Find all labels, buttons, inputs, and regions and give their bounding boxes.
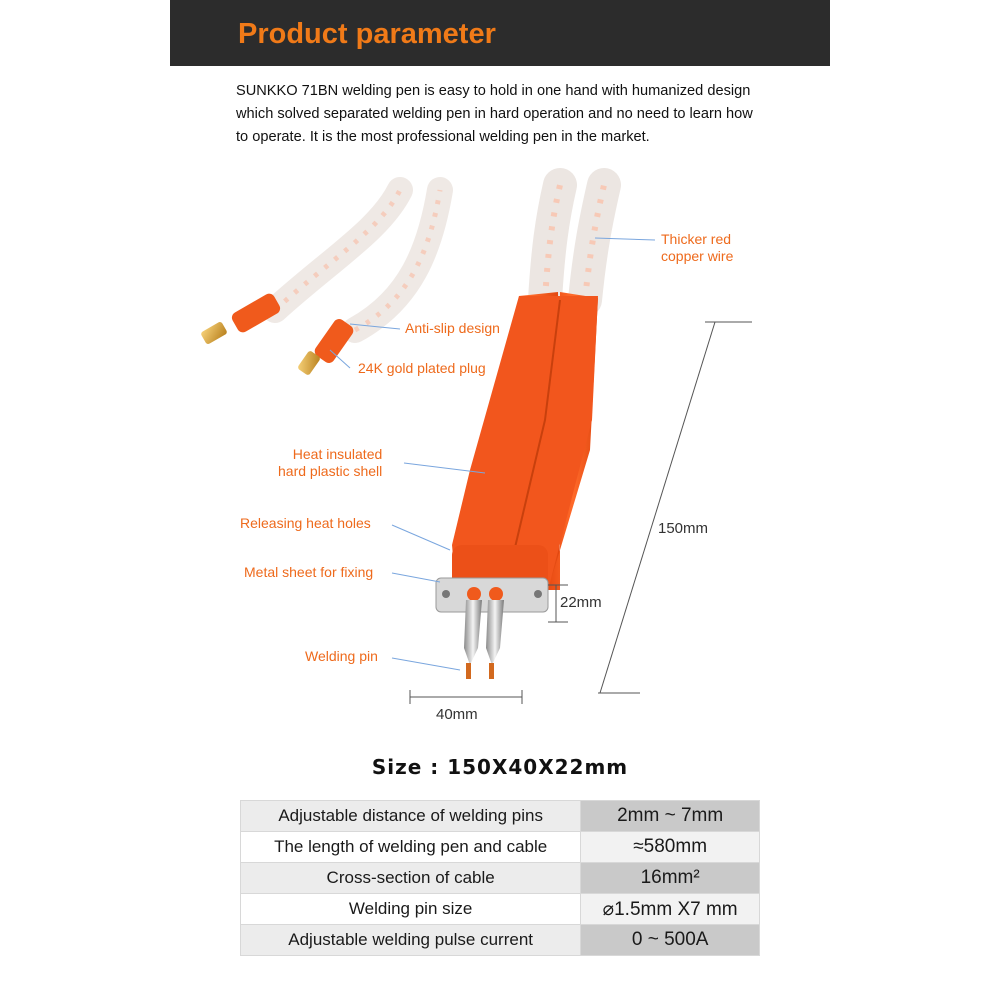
callout-copper-wire: [661, 231, 733, 265]
dimension-length: 150mm: [658, 520, 709, 537]
spec-label: Cross-section of cable: [241, 863, 581, 894]
gold-plug-right: [297, 317, 356, 376]
spec-label: Welding pin size: [241, 894, 581, 925]
table-row: [241, 832, 760, 863]
spec-table: [240, 800, 760, 956]
callout-copper-wire-line1: Thicker red: [661, 231, 732, 247]
spec-value: 0 ~ 500A: [581, 925, 760, 956]
page-title: Product parameter: [238, 18, 496, 50]
spec-value: 16mm²: [581, 863, 760, 894]
pen-body: [452, 292, 598, 595]
spec-label: The length of welding pen and cable: [241, 832, 581, 863]
spec-value: 2mm ~ 7mm: [581, 801, 760, 832]
dimension-width: 40mm: [436, 706, 478, 723]
table-row: [241, 894, 760, 925]
dimension-thickness: 22mm: [560, 594, 602, 611]
callout-copper-wire-line2: copper wire: [661, 248, 734, 264]
callout-shell-line1: Heat insulated: [292, 446, 383, 462]
callout-metal-sheet: Metal sheet for fixing: [244, 564, 374, 580]
spec-label: Adjustable distance of welding pins: [241, 801, 581, 832]
table-row: [241, 925, 760, 956]
intro-line: SUNKKO 71BN welding pen is easy to hold in one hand with humanized design: [236, 83, 751, 99]
callout-shell-line2: hard plastic shell: [278, 463, 383, 479]
intro-line: to operate. It is the most professional welding pen in the market.: [236, 129, 650, 145]
size-heading: Size : 150X40X22mm: [371, 755, 629, 779]
callout-anti-slip: Anti-slip design: [405, 320, 500, 336]
spec-value: ⌀1.5mm X7 mm: [581, 894, 760, 925]
spec-label: Adjustable welding pulse current: [241, 925, 581, 956]
callout-gold-plug: 24K gold plated plug: [358, 360, 486, 376]
table-row: [241, 863, 760, 894]
callout-welding-pin: Welding pin: [305, 648, 378, 664]
spec-value: ≈580mm: [581, 832, 760, 863]
callout-shell: [274, 446, 382, 480]
intro-line: which solved separated welding pen in hard operation and no need to learn how: [236, 106, 753, 122]
table-row: [241, 801, 760, 832]
callout-heat-holes: Releasing heat holes: [240, 515, 371, 531]
